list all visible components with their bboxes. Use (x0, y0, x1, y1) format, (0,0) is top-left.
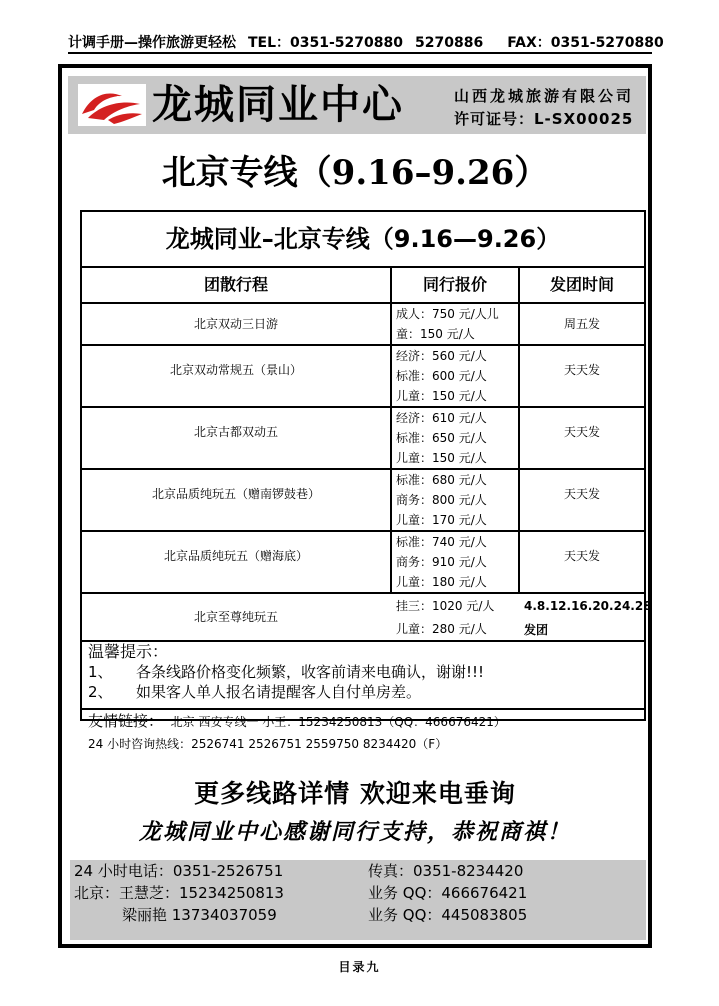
table-title: 龙城同业–北京专线（9.16—9.26） (82, 212, 644, 268)
flyer-frame (58, 64, 652, 948)
price-line: 标准：650 元/人 (396, 431, 487, 445)
price-list (392, 408, 518, 468)
links-row (82, 710, 644, 733)
header-tel: TEL：0351-5270880 (248, 35, 403, 51)
hotline-row: 24 小时咨询热线：2526741 2526751 2559750 8234420（F） (88, 737, 448, 751)
price-line: 标准：600 元/人 (396, 369, 487, 383)
route-name: 北京双动三日游 (193, 317, 278, 331)
column-header-departure: 发团时间 (549, 275, 614, 294)
price-line: 成人：750 元/人儿 (396, 307, 499, 321)
tip-item (82, 682, 644, 702)
departure-schedule: 周五发 (563, 317, 600, 331)
price-line: 儿童：150 元/人 (396, 451, 487, 465)
page-footer: 目录九 (338, 960, 381, 974)
company-name: 山西龙城旅游有限公司 (454, 87, 635, 105)
departure-suffix: 发团 (524, 623, 549, 637)
links-label: 友情链接： (88, 712, 164, 730)
price-line: 商务：910 元/人 (396, 555, 487, 569)
contact-qq-2: 业务 QQ：445083805 (368, 906, 528, 924)
header-slogan: 计调手册—操作旅游更轻松 (68, 35, 236, 51)
price-line: 商务：800 元/人 (396, 493, 487, 507)
departure-schedule (520, 594, 652, 642)
tips-section (82, 642, 644, 702)
price-list (392, 532, 518, 592)
departure-schedule: 天天发 (563, 549, 600, 563)
thanks-slogan: 龙城同业中心感谢同行支持，恭祝商祺！ (138, 820, 571, 845)
page-title: 北京专线（9.16–9.26） (161, 153, 549, 193)
price-line: 经济：560 元/人 (396, 349, 487, 363)
price-table (80, 210, 652, 751)
tip-item (82, 662, 644, 682)
tips-title: 温馨提示： (88, 642, 169, 661)
column-header-route: 团散行程 (203, 275, 268, 294)
price-line: 儿童：180 元/人 (396, 575, 487, 589)
dragon-logo-icon (78, 84, 146, 126)
header-fax: FAX：0351-5270880 (507, 35, 664, 51)
route-name: 北京至尊纯玩五 (193, 610, 278, 624)
price-list (392, 346, 518, 406)
column-header-price: 同行报价 (422, 275, 487, 294)
tip-text: 如果客人单人报名请提醒客人自付单房差。 (136, 683, 422, 701)
departure-schedule: 天天发 (563, 425, 600, 439)
departure-schedule: 天天发 (563, 487, 600, 501)
price-line: 儿童：150 元/人 (396, 389, 487, 403)
tip-number: 2、 (88, 683, 113, 701)
contact-beijing-1: 北京：王慧芝：15234250813 (74, 884, 284, 902)
tip-number: 1、 (88, 663, 113, 681)
price-list (392, 470, 518, 530)
tip-text: 各条线路价格变化频繁，收客前请来电确认，谢谢!!! (136, 663, 485, 681)
route-name: 北京品质纯玩五（赠海底） (163, 549, 308, 563)
brand-name: 龙城同业中心 (152, 81, 404, 128)
license-number: 许可证号：L-SX00025 (454, 110, 634, 128)
contact-fax: 传真：0351-8234420 (368, 862, 524, 880)
link-partner[interactable]: 北京 西安专线一 小王：15234250813（QQ：466676421） (170, 715, 506, 729)
route-name: 北京品质纯玩五（赠南锣鼓巷） (151, 487, 320, 501)
contact-hotline: 24 小时电话：0351-2526751 (74, 862, 284, 880)
departure-schedule: 天天发 (563, 363, 600, 377)
header-tel2: 5270886 (415, 35, 484, 51)
page-header (68, 34, 664, 54)
contact-qq-1: 业务 QQ：466676421 (368, 884, 528, 902)
price-line: 儿童：170 元/人 (396, 513, 487, 527)
price-line: 经济：610 元/人 (396, 411, 487, 425)
route-name: 北京古都双动五 (193, 425, 278, 439)
price-line: 童：150 元/人 (396, 327, 475, 341)
route-name: 北京双动常规五（景山） (169, 363, 302, 377)
departure-dates: 4.8.12.16.20.24.28 (524, 599, 652, 613)
price-list (392, 304, 518, 344)
price-line: 儿童：280 元/人 (396, 622, 487, 636)
price-list (392, 594, 518, 640)
price-line: 标准：680 元/人 (396, 473, 487, 487)
price-line: 挂三：1020 元/人 (396, 599, 495, 613)
price-line: 标准：740 元/人 (396, 535, 487, 549)
contact-panel (70, 860, 646, 940)
more-info-slogan: 更多线路详情 欢迎来电垂询 (194, 779, 516, 808)
links-section (82, 710, 644, 755)
brand-banner (68, 76, 646, 134)
contact-beijing-2: 梁丽艳 13734037059 (122, 906, 277, 924)
